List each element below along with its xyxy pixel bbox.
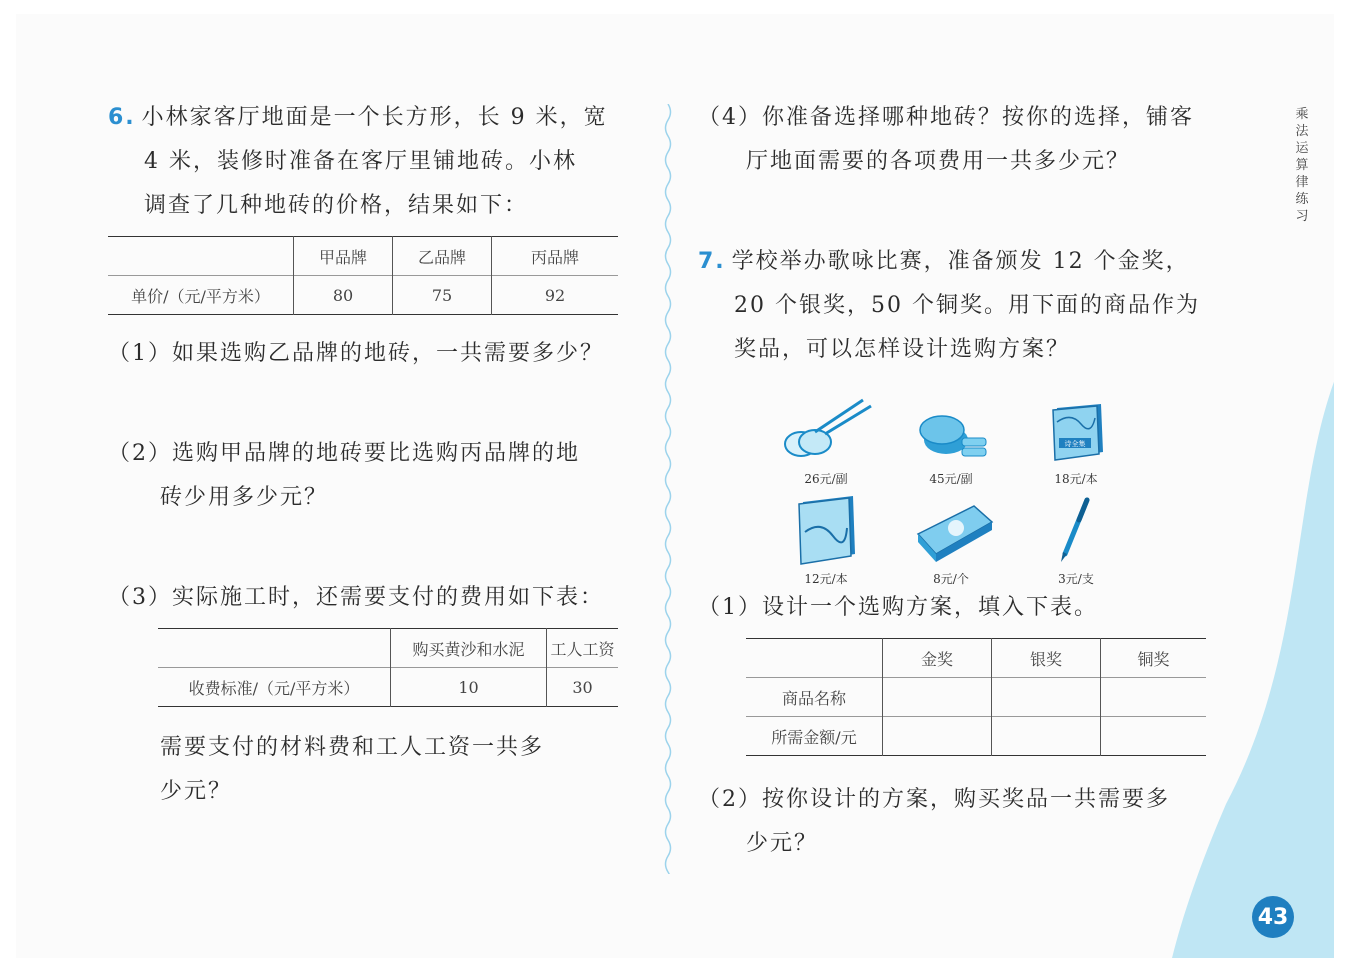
q6-part-3-question-2: 少元？ [160, 779, 233, 804]
q7-part-2-line-2: 少元？ [746, 831, 819, 856]
tile-price-table [108, 236, 618, 315]
price-brand-b: 75 [393, 276, 492, 315]
header-gold: 金奖 [883, 639, 992, 678]
pen-icon [1021, 492, 1131, 568]
price-badminton: 26元/副 [804, 472, 848, 486]
row-label-unit-price: 单价/（元/平方米） [108, 276, 294, 315]
price-pen: 3元/支 [1058, 572, 1094, 586]
fee-sand-cement: 10 [391, 668, 547, 707]
cell-bronze-amount[interactable] [1101, 717, 1207, 756]
workbook-page [16, 14, 1334, 958]
q7-part-2-line-1: （2）按你设计的方案，购买奖品一共需要多 [698, 787, 1170, 812]
page-number: 43 [1252, 896, 1294, 938]
pencil-case-item [896, 492, 1006, 587]
q7-line-1: 7. 学校举办歌咏比赛，准备颁发 12 个金奖， [698, 249, 1190, 274]
award-plan-table [746, 638, 1206, 756]
header-brand-a: 甲品牌 [294, 237, 393, 276]
table-tennis-item [896, 392, 1006, 487]
q6-line-2: 4 米，装修时准备在客厅里铺地砖。小林 [144, 149, 577, 174]
pencil-case-icon [896, 492, 1006, 568]
q6-line-1: 6. 小林家客厅地面是一个长方形，长 9 米，宽 [108, 105, 608, 130]
q6-part-3-question-1: 需要支付的材料费和工人工资一共多 [160, 735, 545, 760]
cell-gold-product[interactable] [883, 678, 992, 717]
q7-number: 7. [698, 249, 726, 274]
cell-silver-product[interactable] [992, 678, 1101, 717]
q6-part-2-line-1: （2）选购甲品牌的地砖要比选购丙品牌的地 [108, 441, 580, 466]
svg-text:诗全集: 诗全集 [1064, 440, 1086, 448]
badminton-racket-item [771, 392, 881, 487]
side-title: 乘 法 运 算 律 练 习 [1295, 107, 1309, 224]
poetry-book-item [1021, 392, 1131, 487]
q6-part-4-line-1: （4）你准备选择哪种地砖？按你的选择，铺客 [698, 105, 1194, 130]
cell-silver-amount[interactable] [992, 717, 1101, 756]
header-bronze: 铜奖 [1101, 639, 1207, 678]
q6-part-4-line-2: 厅地面需要的各项费用一共多少元？ [746, 149, 1131, 174]
price-pencil-case: 8元/个 [933, 572, 969, 586]
row-label-amount: 所需金额/元 [746, 717, 883, 756]
badminton-racket-icon [771, 392, 881, 468]
q7-line-3: 奖品，可以怎样设计选购方案？ [734, 337, 1071, 362]
extra-cost-table [158, 628, 618, 707]
pen-item [1021, 492, 1131, 587]
row-label-product-name: 商品名称 [746, 678, 883, 717]
q7-line-2: 20 个银奖，50 个铜奖。用下面的商品作为 [734, 293, 1200, 318]
price-notebook: 12元/本 [804, 572, 848, 586]
header-labor: 工人工资 [547, 629, 619, 668]
header-silver: 银奖 [992, 639, 1101, 678]
price-table-tennis: 45元/副 [929, 472, 973, 486]
q6-part-1: （1）如果选购乙品牌的地砖，一共需要多少？ [108, 341, 604, 366]
fee-labor: 30 [547, 668, 619, 707]
header-sand-cement: 购买黄沙和水泥 [391, 629, 547, 668]
price-brand-c: 92 [492, 276, 619, 315]
q6-line-3: 调查了几种地砖的价格，结果如下： [144, 193, 529, 218]
cell-gold-amount[interactable] [883, 717, 992, 756]
price-brand-a: 80 [294, 276, 393, 315]
q7-part-1: （1）设计一个选购方案，填入下表。 [698, 595, 1098, 620]
page-divider [661, 104, 675, 874]
q6-part-2-line-2: 砖少用多少元？ [160, 485, 329, 510]
notebook-icon [771, 492, 881, 568]
header-brand-c: 丙品牌 [492, 237, 619, 276]
price-poetry-book: 18元/本 [1054, 472, 1098, 486]
poetry-book-icon [1021, 392, 1131, 468]
header-brand-b: 乙品牌 [393, 237, 492, 276]
q6-part-3: （3）实际施工时，还需要支付的费用如下表： [108, 585, 604, 610]
notebook-item [771, 492, 881, 587]
row-label-fee-standard: 收费标准/（元/平方米） [158, 668, 391, 707]
table-tennis-paddle-icon [896, 392, 1006, 468]
q6-number: 6. [108, 105, 136, 130]
cell-bronze-product[interactable] [1101, 678, 1207, 717]
